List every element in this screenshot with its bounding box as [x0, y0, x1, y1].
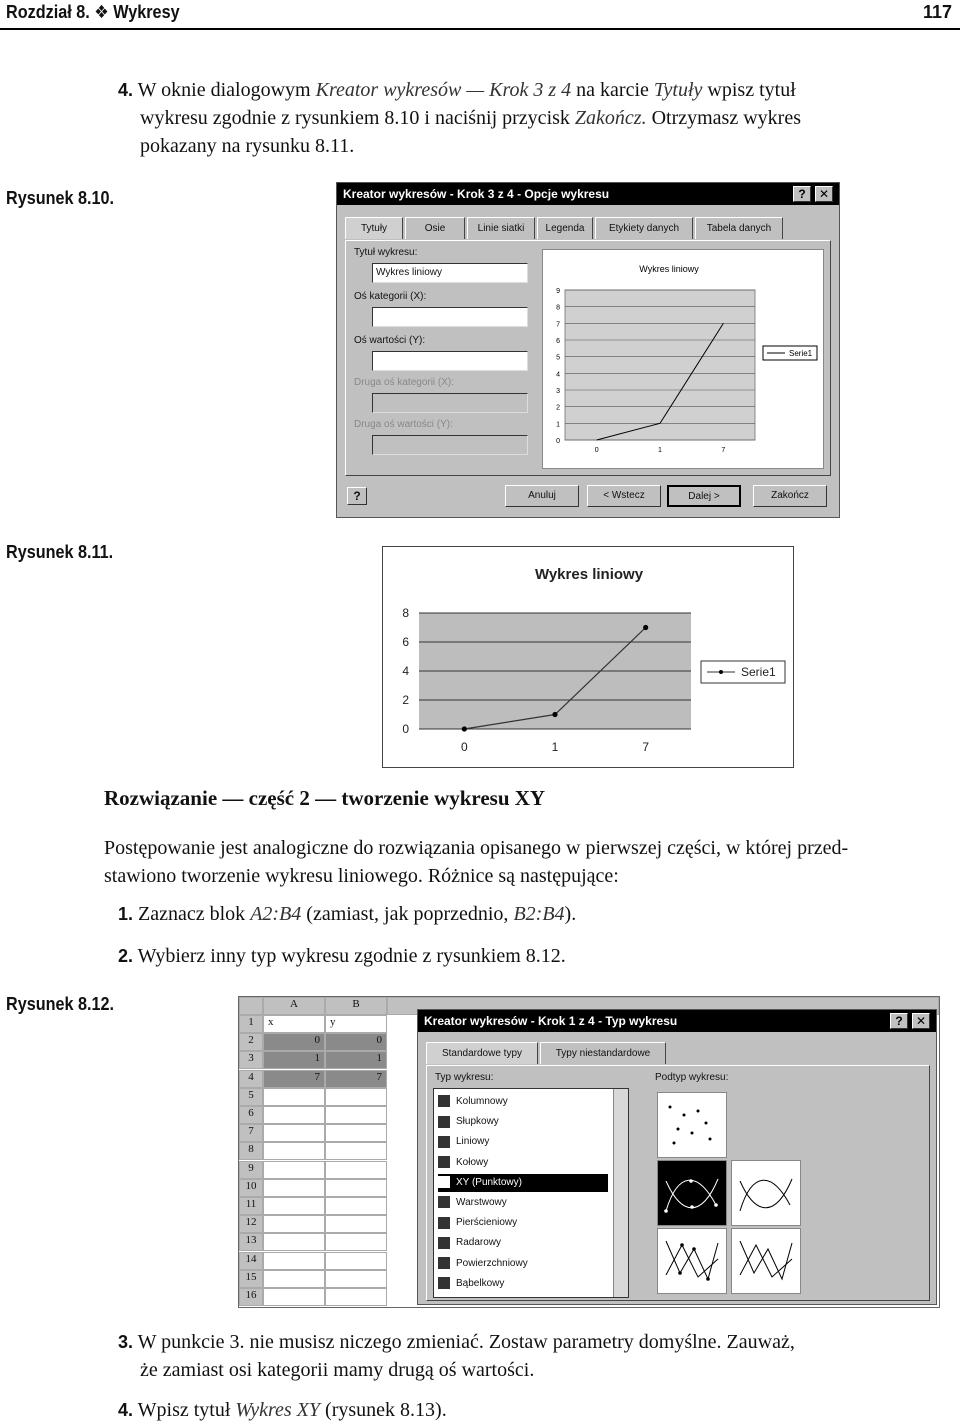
preview-title: Wykres liniowy	[639, 264, 699, 274]
select-all-corner[interactable]	[239, 997, 263, 1015]
row-header[interactable]: 2	[239, 1033, 263, 1051]
running-head: Rozdział 8. ❖ Wykresy	[6, 2, 180, 22]
preview-y-tick: 2	[556, 404, 560, 412]
chart-type-icon	[438, 1257, 450, 1269]
text: ).	[564, 903, 577, 925]
sheet-cell[interactable]	[263, 1161, 325, 1179]
subtype-smoothed-no-markers[interactable]	[731, 1160, 801, 1226]
chart-type-icon	[438, 1095, 450, 1107]
chart-subtype-label: Podtyp wykresu:	[655, 1072, 729, 1083]
chart-type-icon	[438, 1156, 450, 1168]
y-tick-label: 4	[402, 664, 409, 678]
preview-x-tick: 7	[721, 447, 726, 454]
tab-axes[interactable]: Osie	[405, 217, 465, 239]
sheet-cell[interactable]	[325, 1106, 387, 1124]
sheet-cell[interactable]: y	[325, 1015, 387, 1033]
tab-custom-types[interactable]: Typy niestandardowe	[540, 1042, 666, 1064]
legend-marker	[719, 670, 723, 674]
step-number: 4.	[118, 80, 134, 100]
chart-type-label: Typ wykresu:	[435, 1072, 494, 1083]
x-tick-label: 7	[642, 740, 650, 754]
tab-panel	[345, 240, 831, 476]
text: (rysunek 8.13).	[320, 1399, 447, 1421]
subtype-smoothed-with-markers[interactable]	[657, 1160, 727, 1226]
value-axis-input[interactable]	[372, 351, 528, 371]
solution-item-1	[118, 900, 576, 928]
help-button[interactable]: ?	[793, 186, 811, 202]
text: Postępowanie jest analogiczne do rozwiązania opisanego w pierwszej części, w której przed-	[104, 837, 849, 859]
row-header[interactable]: 9	[239, 1161, 263, 1179]
chart-type-label: Powierzchniowy	[456, 1257, 528, 1269]
preview-chart-svg	[543, 250, 823, 468]
text: (zamiast, jak poprzednio,	[301, 903, 514, 925]
item-number: 1.	[118, 904, 134, 924]
preview-y-tick: 4	[556, 371, 560, 379]
chart-type-icon	[438, 1116, 450, 1128]
dialog-title: Kreator wykresów - Krok 1 z 4 - Typ wykresu	[418, 1010, 936, 1032]
tab-titles[interactable]: Tytuły	[345, 217, 403, 239]
text: że zamiast osi kategorii mamy drugą oś wartości.	[140, 1359, 535, 1381]
text: Wybierz inny typ wykresu zgodnie z rysunkiem 8.12.	[137, 945, 566, 967]
y-tick-label: 0	[402, 722, 409, 736]
sheet-cell[interactable]	[325, 1161, 387, 1179]
sheet-cell[interactable]	[263, 1197, 325, 1215]
sheet-cell[interactable]: 0	[325, 1033, 387, 1051]
tab-strip	[345, 217, 831, 241]
sheet-cell[interactable]	[325, 1124, 387, 1142]
row-header[interactable]: 1	[239, 1015, 263, 1033]
page-header	[0, 0, 960, 26]
sheet-cell[interactable]	[325, 1233, 387, 1251]
figure-caption-8-11: Rysunek 8.11.	[6, 542, 114, 562]
row-header[interactable]: 11	[239, 1197, 263, 1215]
line-chart-figure	[382, 546, 794, 768]
row-header[interactable]: 16	[239, 1288, 263, 1306]
chart-type-label: Kolumnowy	[456, 1096, 508, 1107]
chart-title: Wykres liniowy	[534, 566, 644, 583]
chart-preview	[542, 249, 824, 469]
x-tick-label: 1	[551, 740, 559, 754]
sheet-cell[interactable]: 7	[263, 1070, 325, 1088]
row-header[interactable]: 4	[239, 1070, 263, 1088]
text: pokazany na rysunku 8.11.	[140, 135, 355, 157]
next-button[interactable]: Dalej >	[667, 485, 741, 507]
sheet-cell[interactable]	[263, 1106, 325, 1124]
text: stawiono tworzenie wykresu liniowego. Różnice są następujące:	[104, 865, 619, 887]
subtype-lines-no-markers[interactable]	[731, 1228, 801, 1294]
preview-y-tick: 6	[556, 338, 560, 345]
sheet-cell[interactable]	[263, 1215, 325, 1233]
item-number: 2.	[118, 946, 134, 966]
dialog-name: Kreator wykresów — Krok 3 z 4	[315, 79, 572, 101]
row-header[interactable]: 7	[239, 1124, 263, 1142]
sheet-cell[interactable]	[263, 1233, 325, 1251]
sheet-cell[interactable]	[325, 1270, 387, 1288]
sheet-cell[interactable]	[263, 1252, 325, 1270]
step-number: 3.	[118, 1332, 134, 1352]
solution-item-2	[118, 942, 566, 970]
preview-x-tick: 1	[658, 447, 662, 454]
chart-type-label: Słupkowy	[456, 1116, 499, 1128]
value-axis-label: Oś wartości (Y):	[354, 335, 426, 346]
preview-y-tick: 8	[556, 304, 560, 312]
close-button[interactable]: ✕	[815, 186, 833, 202]
text: na karcie	[571, 79, 654, 101]
text: W oknie dialogowym	[137, 79, 316, 101]
step-4-paragraph	[118, 76, 948, 160]
chart-type-icon	[438, 1277, 450, 1289]
text: Otrzymasz wykres	[646, 107, 801, 129]
row-header[interactable]: 6	[239, 1106, 263, 1124]
step-3-paragraph	[118, 1328, 948, 1384]
chart-type-icon	[438, 1217, 450, 1229]
data-point	[552, 712, 557, 717]
sheet-cell[interactable]	[263, 1142, 325, 1160]
preview-x-tick: 0	[594, 447, 599, 454]
chart-type-label: Radarowy	[456, 1237, 502, 1249]
chart-type-item[interactable]	[438, 1234, 608, 1252]
figure-8-12	[238, 996, 940, 1308]
chart-type-item[interactable]	[438, 1093, 608, 1111]
button-name: Zakończ.	[574, 107, 647, 129]
line-chart-svg	[383, 547, 793, 767]
preview-y-tick: 5	[556, 354, 560, 362]
text: wykresu zgodnie z rysunkiem 8.10 i naciśnij przycisk	[140, 107, 575, 129]
column-header-b[interactable]: B	[325, 997, 387, 1015]
data-point	[462, 726, 467, 731]
chart-type-list[interactable]	[433, 1088, 629, 1298]
page-number: 117	[922, 2, 952, 22]
range-ref: A2:B4	[250, 903, 302, 925]
sheet-cell[interactable]	[263, 1124, 325, 1142]
category-axis-label: Oś kategorii (X):	[354, 291, 427, 302]
subtype-scatter-markers[interactable]	[657, 1092, 727, 1158]
column-header-a[interactable]: A	[263, 997, 325, 1015]
second-value-axis-label: Druga oś wartości (Y):	[354, 419, 453, 430]
figure-caption-8-12: Rysunek 8.12.	[6, 994, 115, 1014]
preview-y-tick: 7	[556, 321, 560, 329]
chart-type-label: XY (Punktowy)	[456, 1176, 522, 1188]
y-tick-label: 6	[402, 635, 409, 649]
text: Wpisz tytuł	[137, 1399, 236, 1421]
tab-name: Tytuły	[653, 79, 703, 101]
subtype-gallery	[653, 1088, 807, 1296]
text: wpisz tytuł	[702, 79, 796, 101]
chart-type-item[interactable]	[438, 1133, 608, 1151]
text: Zaznacz blok	[138, 903, 251, 925]
row-header[interactable]: 5	[239, 1088, 263, 1106]
chart-type-label: Bąbelkowy	[456, 1277, 505, 1289]
sheet-cell[interactable]: 1	[325, 1051, 387, 1069]
second-category-axis-label: Druga oś kategorii (X):	[354, 377, 455, 388]
sheet-cell[interactable]	[325, 1197, 387, 1215]
sheet-cell[interactable]	[325, 1088, 387, 1106]
chart-type-icon	[438, 1237, 450, 1249]
chart-type-item[interactable]	[438, 1275, 608, 1293]
sheet-cell[interactable]: 1	[263, 1051, 325, 1069]
chart-type-label: Warstwowy	[456, 1197, 507, 1208]
row-header[interactable]: 8	[239, 1142, 263, 1160]
preview-legend-label: Serie1	[789, 349, 813, 358]
help-button[interactable]: ?	[890, 1013, 908, 1029]
preview-y-tick: 9	[556, 288, 560, 295]
finish-button[interactable]: Zakończ	[753, 485, 827, 507]
chart-title-ref: Wykres XY	[235, 1399, 321, 1421]
chart-type-label: Pierścieniowy	[456, 1217, 518, 1229]
second-value-axis-input	[372, 435, 528, 455]
solution-paragraph	[104, 834, 954, 890]
section-heading: Rozwiązanie — część 2 — tworzenie wykresu XY	[104, 786, 546, 810]
chart-wizard-step3-dialog	[336, 182, 840, 518]
sheet-cell[interactable]	[325, 1288, 387, 1306]
subtype-lines-with-markers[interactable]	[657, 1228, 727, 1294]
figure-caption-8-10: Rysunek 8.10.	[6, 188, 115, 208]
chart-title-input[interactable]: Wykres liniowy	[372, 263, 528, 283]
tab-strip	[426, 1042, 930, 1066]
row-header[interactable]: 12	[239, 1215, 263, 1233]
sheet-cell[interactable]	[325, 1215, 387, 1233]
category-axis-input[interactable]	[372, 307, 528, 327]
tab-gridlines[interactable]: Linie siatki	[467, 217, 535, 239]
chart-type-item[interactable]	[438, 1174, 608, 1192]
dialog-title: Kreator wykresów - Krok 3 z 4 - Opcje wykresu	[337, 183, 839, 205]
sheet-cell[interactable]: x	[263, 1015, 325, 1033]
sheet-cell[interactable]: 0	[263, 1033, 325, 1051]
sheet-cell[interactable]	[263, 1179, 325, 1197]
sheet-cell[interactable]: 7	[325, 1070, 387, 1088]
office-assistant-icon[interactable]: ?	[347, 487, 367, 505]
sheet-cell[interactable]	[263, 1288, 325, 1306]
chart-type-label: Kołowy	[456, 1156, 489, 1168]
row-header[interactable]: 3	[239, 1051, 263, 1069]
second-category-axis-input	[372, 393, 528, 413]
step-4b-paragraph	[118, 1396, 447, 1424]
back-button[interactable]: < Wstecz	[587, 485, 661, 507]
preview-y-tick: 0	[556, 438, 560, 445]
sheet-cell[interactable]	[325, 1179, 387, 1197]
chart-type-icon	[438, 1136, 450, 1148]
preview-y-tick: 1	[556, 421, 560, 429]
y-tick-label: 2	[402, 693, 409, 707]
chart-title-label: Tytuł wykresu:	[354, 247, 418, 258]
step-number: 4.	[118, 1400, 134, 1420]
row-header[interactable]: 15	[239, 1270, 263, 1288]
y-tick-label: 8	[402, 606, 409, 620]
tab-data-labels[interactable]: Etykiety danych	[595, 217, 693, 239]
chart-type-icon	[438, 1196, 450, 1208]
sheet-cell[interactable]	[263, 1088, 325, 1106]
chart-type-item[interactable]	[438, 1113, 608, 1131]
chart-type-label: Liniowy	[456, 1136, 490, 1148]
list-scrollbar[interactable]	[613, 1089, 628, 1297]
row-header[interactable]: 14	[239, 1252, 263, 1270]
tab-legend[interactable]: Legenda	[537, 217, 593, 239]
preview-plot-area	[565, 290, 755, 440]
tab-data-table[interactable]: Tabela danych	[695, 217, 783, 239]
row-header[interactable]: 13	[239, 1233, 263, 1251]
row-header[interactable]: 10	[239, 1179, 263, 1197]
cancel-button[interactable]: Anuluj	[505, 485, 579, 507]
sheet-cell[interactable]	[325, 1252, 387, 1270]
legend-label: Serie1	[741, 665, 776, 679]
tab-standard-types[interactable]: Standardowe typy	[426, 1042, 538, 1064]
data-point	[643, 625, 648, 630]
range-ref: B2:B4	[513, 903, 565, 925]
header-rule	[0, 28, 960, 30]
sheet-cell[interactable]	[325, 1142, 387, 1160]
sheet-cell[interactable]	[263, 1270, 325, 1288]
chart-type-item[interactable]	[438, 1255, 608, 1273]
preview-y-tick: 3	[556, 388, 560, 395]
chart-type-item[interactable]	[438, 1154, 608, 1172]
tab-panel	[426, 1065, 930, 1301]
chart-type-item[interactable]	[438, 1214, 608, 1232]
chart-type-icon	[438, 1176, 450, 1188]
text: W punkcie 3. nie musisz niczego zmieniać. Zostaw parametry domyślne. Zauważ,	[137, 1331, 795, 1353]
chart-type-item[interactable]	[438, 1194, 608, 1212]
chart-wizard-step1-dialog	[417, 1009, 937, 1305]
close-button[interactable]: ✕	[912, 1013, 930, 1029]
x-tick-label: 0	[460, 740, 468, 754]
